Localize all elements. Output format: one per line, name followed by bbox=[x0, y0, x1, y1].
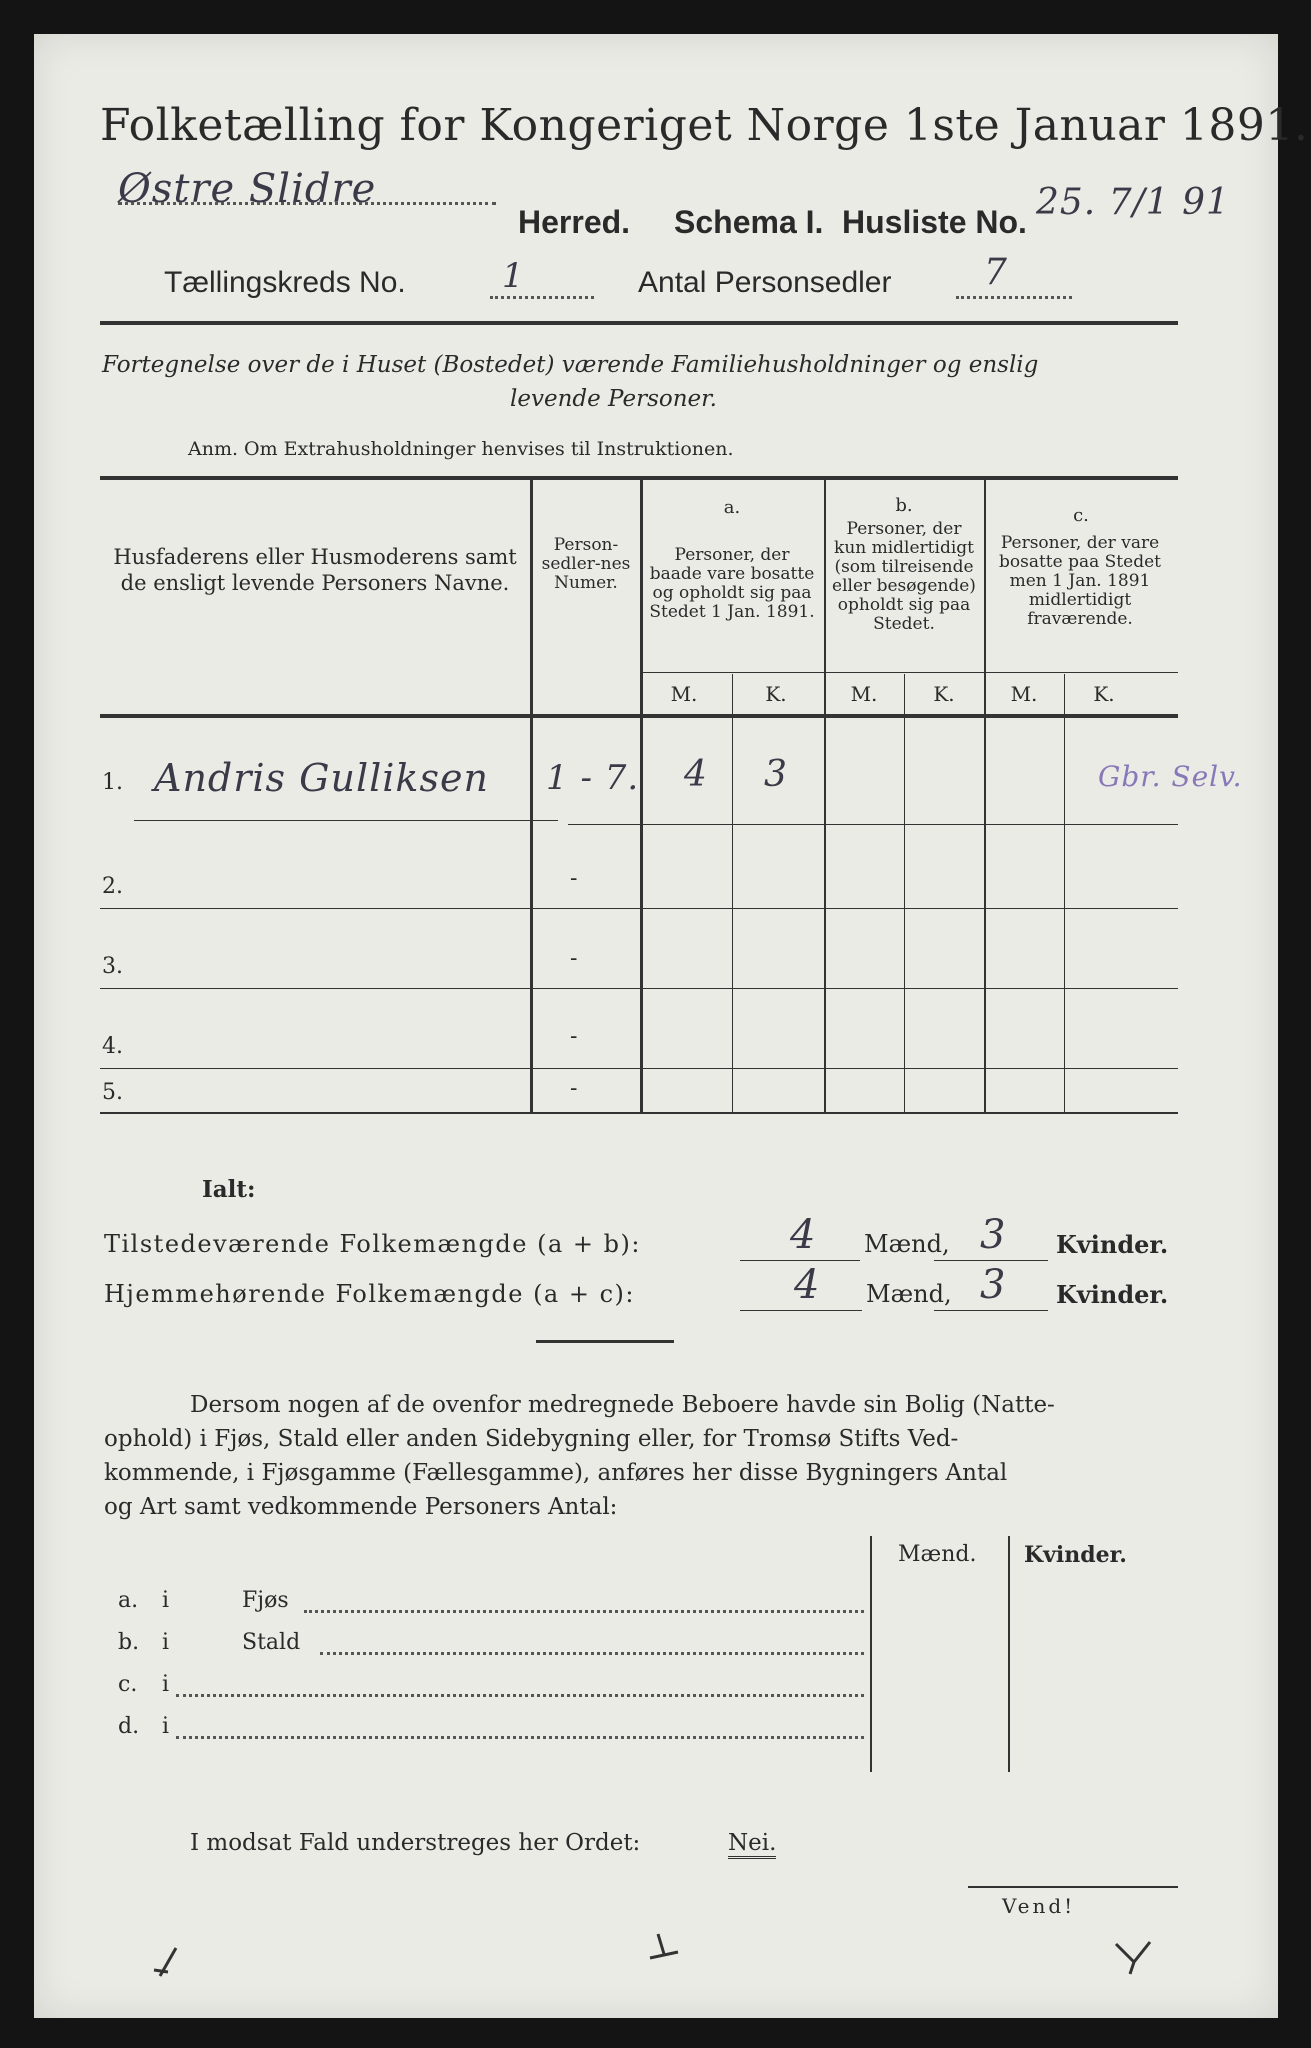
header-rule bbox=[100, 321, 1178, 325]
form-title: Folketælling for Kongeriget Norge 1ste Januar 1891. bbox=[100, 100, 1309, 151]
schema-label: Schema I. bbox=[674, 204, 824, 240]
col-a-header: Personer, der baade vare bosatte og opholdt sig paa Stedet 1 Jan. 1891. bbox=[649, 545, 815, 622]
item-dotted-line bbox=[320, 1652, 864, 1655]
anm-note: Anm. Om Extrahusholdninger henvises til Instruktionen. bbox=[188, 438, 734, 460]
hjemme-maend-word: Mænd, bbox=[866, 1280, 952, 1308]
intro-line-2: levende Personer. bbox=[510, 386, 717, 412]
husliste-label: Husliste No. bbox=[842, 204, 1027, 240]
col-divider-a bbox=[640, 480, 643, 1112]
item-letter: a. bbox=[118, 1588, 139, 1613]
table-header-rule bbox=[100, 714, 1178, 718]
table-top-rule bbox=[100, 476, 1178, 480]
buildings-para-2: ophold) i Fjøs, Stald eller anden Sidebygning eller, for Tromsø Stifts Ved- bbox=[104, 1426, 959, 1452]
col-a-m-label: M. bbox=[670, 682, 698, 706]
row-number: 3. bbox=[102, 954, 123, 979]
tilstede-maend-line bbox=[740, 1260, 860, 1261]
hjemme-kvinder-value: 3 bbox=[980, 1262, 1007, 1308]
stitch-mark-icon bbox=[146, 1942, 186, 1986]
col-name-header: Husfaderens eller Husmoderens samt de ensligt levende Personers Navne. bbox=[113, 545, 517, 595]
item-prep: i bbox=[162, 1630, 170, 1655]
item-dotted-line bbox=[304, 1610, 864, 1613]
row-line bbox=[100, 908, 1178, 909]
col-divider-num bbox=[530, 480, 533, 1112]
row-sedler: 1 - 7. bbox=[546, 758, 640, 798]
buildings-divider-left bbox=[870, 1536, 872, 1772]
vend-rule bbox=[968, 1886, 1178, 1888]
kreds-dotted-line bbox=[490, 296, 594, 299]
col-b-letter: b. bbox=[895, 495, 913, 516]
hjemme-maend-value: 4 bbox=[794, 1262, 821, 1308]
intro-line-1: Fortegnelse over de i Huset (Bostedet) værende Familiehusholdninger og enslig bbox=[102, 352, 1039, 378]
row-number: 1. bbox=[102, 770, 123, 795]
tilstede-maend-word: Mænd, bbox=[864, 1230, 950, 1258]
item-label: Stald bbox=[242, 1630, 301, 1655]
herred-value: Østre Slidre bbox=[118, 166, 377, 212]
item-prep: i bbox=[162, 1714, 170, 1739]
kreds-label: Tællingskreds No. bbox=[164, 266, 406, 299]
row-line bbox=[100, 1068, 1178, 1069]
stitch-mark-icon bbox=[1110, 1934, 1160, 1978]
husliste-value: 25. 7/1 91 bbox=[1036, 182, 1230, 223]
vend-text: Vend! bbox=[1002, 1894, 1076, 1918]
col-divider-b bbox=[824, 480, 826, 1112]
item-letter: d. bbox=[118, 1714, 140, 1739]
tilstede-maend-value: 4 bbox=[790, 1212, 817, 1258]
tilstede-kvinder-line bbox=[934, 1260, 1048, 1261]
row-line bbox=[134, 820, 558, 821]
item-dotted-line bbox=[176, 1736, 864, 1739]
col-divider-b-mk bbox=[904, 674, 905, 1112]
tilstede-label: Tilstedeværende Folkemængde (a + b): bbox=[104, 1230, 641, 1258]
row-a-k: 3 bbox=[764, 754, 788, 795]
mk-subheader-rule bbox=[642, 672, 1178, 673]
row-line bbox=[100, 988, 1178, 989]
hjemme-label: Hjemmehørende Folkemængde (a + c): bbox=[104, 1280, 635, 1308]
tilstede-kvinder-value: 3 bbox=[980, 1212, 1007, 1258]
ialt-label: Ialt: bbox=[202, 1176, 256, 1203]
item-letter: b. bbox=[118, 1630, 140, 1655]
item-prep: i bbox=[162, 1672, 170, 1697]
buildings-kvinder-header: Kvinder. bbox=[1024, 1542, 1127, 1568]
row-sedler: - bbox=[570, 1024, 578, 1049]
col-b-m-label: M. bbox=[850, 682, 878, 706]
buildings-para-4: og Art samt vedkommende Personers Antal: bbox=[104, 1494, 618, 1520]
item-label: Fjøs bbox=[242, 1588, 289, 1613]
kreds-value: 1 bbox=[502, 256, 525, 296]
col-c-m-label: M. bbox=[1010, 682, 1038, 706]
col-b-header: Personer, der kun midlertidigt (som tilreisende eller besøgende) opholdt sig paa Stedet. bbox=[832, 519, 976, 634]
col-divider-a-mk bbox=[732, 674, 733, 1112]
antal-dotted-line bbox=[956, 296, 1072, 299]
table-bottom-rule bbox=[100, 1112, 1178, 1114]
row-a-m: 4 bbox=[684, 754, 708, 795]
row-sedler: - bbox=[570, 866, 578, 891]
col-divider-c bbox=[984, 480, 986, 1112]
item-prep: i bbox=[162, 1588, 170, 1613]
buildings-maend-header: Mænd. bbox=[898, 1542, 977, 1567]
buildings-para-3: kommende, i Fjøsgamme (Fællesgamme), anføres her disse Bygningers Antal bbox=[104, 1460, 1008, 1486]
col-c-header: Personer, der vare bosatte paa Stedet men 1 Jan. 1891 midlertidigt fraværende. bbox=[999, 533, 1161, 629]
stitch-mark-icon bbox=[644, 1928, 684, 1968]
col-a-k-label: K. bbox=[765, 682, 787, 706]
col-num-header: Person-sedler-nes Numer. bbox=[541, 535, 631, 593]
row-note: Gbr. Selv. bbox=[1098, 760, 1243, 793]
antal-value: 7 bbox=[984, 252, 1008, 293]
col-divider-c-mk bbox=[1064, 674, 1065, 1112]
nei-word: Nei. bbox=[728, 1830, 776, 1859]
row-sedler: - bbox=[570, 946, 578, 971]
row-line bbox=[568, 824, 1178, 825]
hjemme-kvinder-word: Kvinder. bbox=[1056, 1280, 1169, 1309]
row-number: 2. bbox=[102, 874, 123, 899]
hjemme-kvinder-line bbox=[934, 1310, 1048, 1311]
census-form-page bbox=[34, 34, 1309, 2018]
row-sedler: - bbox=[570, 1076, 578, 1101]
tilstede-kvinder-word: Kvinder. bbox=[1056, 1230, 1169, 1259]
modsat-text: I modsat Fald understreges her Ordet: bbox=[190, 1830, 641, 1856]
herred-label: Herred. bbox=[518, 204, 631, 240]
col-b-k-label: K. bbox=[933, 682, 955, 706]
buildings-divider-mid bbox=[1008, 1536, 1010, 1772]
col-c-k-label: K. bbox=[1093, 682, 1115, 706]
section-divider bbox=[536, 1340, 674, 1343]
herred-dotted-line bbox=[118, 202, 496, 205]
item-dotted-line bbox=[176, 1694, 864, 1697]
row-name: Andris Gulliksen bbox=[154, 756, 489, 800]
row-number: 5. bbox=[102, 1080, 123, 1105]
row-number: 4. bbox=[102, 1034, 123, 1059]
col-a-letter: a. bbox=[723, 497, 741, 518]
item-letter: c. bbox=[118, 1672, 138, 1697]
hjemme-maend-line bbox=[740, 1310, 862, 1311]
buildings-para-1: Dersom nogen af de ovenfor medregnede Beboere havde sin Bolig (Natte- bbox=[190, 1392, 1055, 1418]
antal-label: Antal Personsedler bbox=[638, 266, 892, 299]
col-c-letter: c. bbox=[1073, 505, 1089, 526]
